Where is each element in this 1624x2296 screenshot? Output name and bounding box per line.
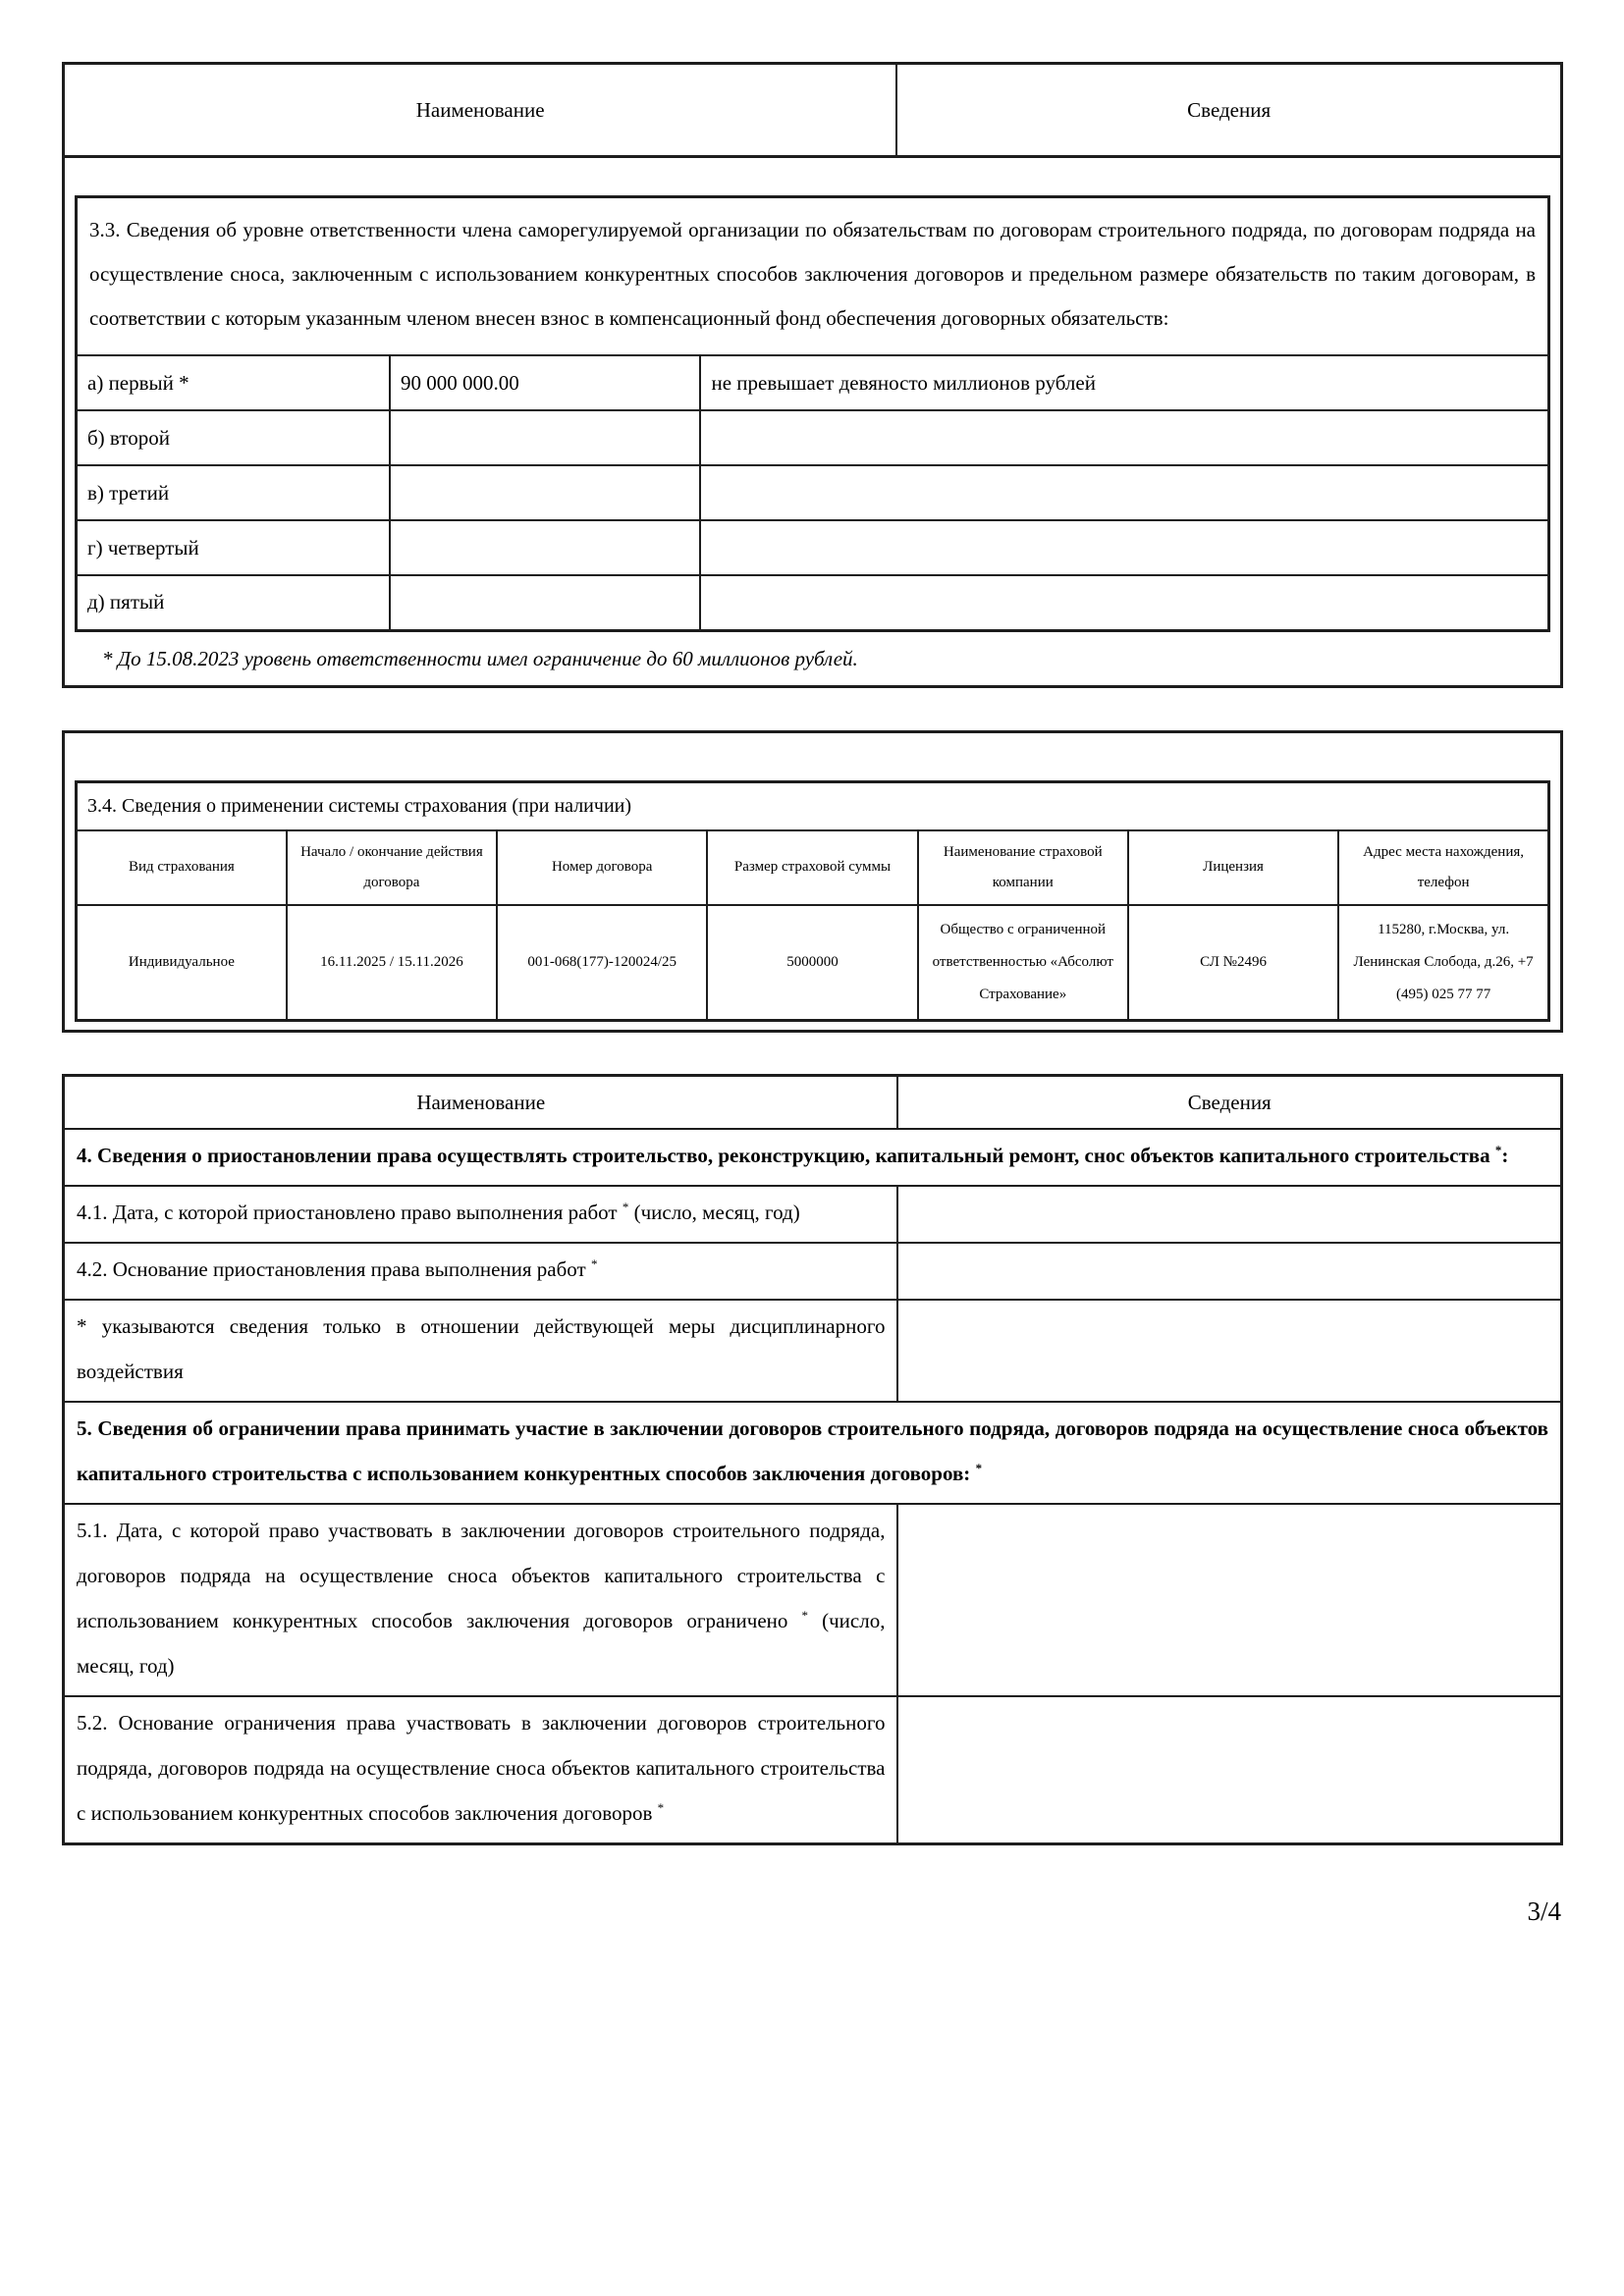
header-info-column: Сведения — [1187, 98, 1272, 122]
header-name-column: Наименование — [64, 1075, 898, 1129]
table-row — [77, 575, 1549, 630]
section-4-colon: : — [1501, 1143, 1509, 1167]
section-4-title — [64, 1129, 1562, 1186]
column-header: Размер страховой суммы — [707, 830, 917, 905]
column-header: Наименование страховой компании — [918, 830, 1128, 905]
row-5-1-text: 5.1. Дата, с которой право участвовать в заключении договоров строительного подряда, договоров подряда на осуществление сноса объектов капитального строительства с использованием конкурентных способов заключения договоров ограничено — [77, 1518, 886, 1632]
row-4-2-label — [64, 1243, 898, 1300]
asterisk-mark: * — [975, 1460, 983, 1475]
section-33-title-row — [77, 197, 1549, 356]
level-note — [700, 575, 1548, 630]
header-info-column: Сведения — [897, 1075, 1561, 1129]
row-5-2-text: 5.2. Основание ограничения права участвовать в заключении договоров строительного подряда, договоров подряда на осуществление сноса объектов капитального строительства с использованием конкурентных способов заключения договоров — [77, 1710, 886, 1825]
contract-number: 001-068(177)-120024/25 — [497, 905, 707, 1021]
row-4-2-text: 4.2. Основание приостановления права выполнения работ — [77, 1256, 586, 1281]
header-name-column: Наименование — [65, 65, 897, 155]
suspension-header-row — [64, 1075, 1562, 1129]
responsibility-footnote: * До 15.08.2023 уровень ответственности имел ограничение до 60 миллионов рублей. — [102, 646, 858, 670]
note-4-row — [64, 1300, 1562, 1402]
insurance-data-row — [77, 905, 1549, 1021]
insurance-table — [75, 780, 1550, 1022]
section-5-title — [64, 1402, 1562, 1504]
asterisk-mark: * — [590, 1255, 598, 1271]
level-label: д) пятый — [77, 575, 390, 630]
asterisk-mark: * — [622, 1199, 629, 1214]
section-5-row — [64, 1402, 1562, 1504]
column-header: Адрес места нахождения, телефон — [1338, 830, 1548, 905]
level-label: б) второй — [77, 410, 390, 465]
level-note — [700, 410, 1548, 465]
section-33-title: 3.3. Сведения об уровне ответственности члена саморегулируемой организации по обязательствам по договорам строительного подряда, по договорам подряда на осуществление сноса, заключенным с использованием конкурентных способов заключения договоров и предельном размере обязательств по таким договорам, в соответствии с которым указанным членом внесен взнос в компенсационный фонд обеспечения договорных обязательств: — [77, 197, 1549, 356]
responsibility-table — [75, 195, 1550, 632]
level-note — [700, 520, 1548, 575]
responsibility-content — [65, 158, 1560, 685]
suspension-table — [62, 1074, 1563, 1845]
level-note: не превышает девяносто миллионов рублей — [700, 355, 1548, 410]
level-amount — [390, 465, 701, 520]
row-5-2 — [64, 1696, 1562, 1844]
row-4-1-label — [64, 1186, 898, 1243]
asterisk-mark: * — [657, 1799, 665, 1815]
column-header: Лицензия — [1128, 830, 1338, 905]
table-row — [77, 520, 1549, 575]
note-4-text: * указываются сведения только в отношении действующей меры дисциплинарного воздействия — [77, 1313, 886, 1383]
page-number: 3/4 — [1527, 1896, 1561, 1926]
table-row — [77, 465, 1549, 520]
level-amount — [390, 410, 701, 465]
asterisk-mark: * — [1494, 1142, 1502, 1157]
row-5-1-label — [64, 1504, 898, 1696]
row-4-2-value — [897, 1243, 1561, 1300]
level-amount — [390, 575, 701, 630]
column-header: Начало / окончание действия договора — [287, 830, 497, 905]
insurance-title-row — [77, 781, 1549, 830]
insurance-title: 3.4. Сведения о применении системы страхования (при наличии) — [77, 781, 1549, 830]
table-row — [77, 355, 1549, 410]
company-address: 115280, г.Москва, ул. Ленинская Слобода, д.26, +7 (495) 025 77 77 — [1338, 905, 1548, 1021]
row-5-2-label — [64, 1696, 898, 1844]
level-label: а) первый * — [77, 355, 390, 410]
section-4-text: 4. Сведения о приостановлении права осуществлять строительство, реконструкцию, капитальный ремонт, снос объектов капитального строительства — [77, 1143, 1490, 1167]
row-5-1 — [64, 1504, 1562, 1696]
row-5-1-value — [897, 1504, 1561, 1696]
note-4-value — [897, 1300, 1561, 1402]
insurance-company: Общество с ограниченной ответственностью «Абсолют Страхование» — [918, 905, 1128, 1021]
asterisk-mark: * — [801, 1607, 809, 1623]
insurance-header-row — [77, 830, 1549, 905]
license-number: СЛ №2496 — [1128, 905, 1338, 1021]
note-4-label — [64, 1300, 898, 1402]
row-4-1-text: 4.1. Дата, с которой приостановлено право выполнения работ — [77, 1200, 618, 1224]
level-amount: 90 000 000.00 — [390, 355, 701, 410]
responsibility-header-row — [65, 65, 1560, 158]
row-4-1-value — [897, 1186, 1561, 1243]
row-4-1 — [64, 1186, 1562, 1243]
row-4-1-suffix: (число, месяц, год) — [633, 1200, 800, 1224]
insurance-section — [62, 730, 1563, 1033]
section-5-text: 5. Сведения об ограничении права принимать участие в заключении договоров строительного подряда, договоров подряда на осуществление сноса объектов капитального строительства с использованием конкурентных способов заключения договоров: — [77, 1415, 1548, 1485]
level-amount — [390, 520, 701, 575]
insurance-sum: 5000000 — [707, 905, 917, 1021]
row-4-2 — [64, 1243, 1562, 1300]
level-note — [700, 465, 1548, 520]
insurance-dates: 16.11.2025 / 15.11.2026 — [287, 905, 497, 1021]
level-label: г) четвертый — [77, 520, 390, 575]
row-5-2-value — [897, 1696, 1561, 1844]
column-header: Вид страхования — [77, 830, 287, 905]
insurance-type: Индивидуальное — [77, 905, 287, 1021]
level-label: в) третий — [77, 465, 390, 520]
responsibility-section — [62, 62, 1563, 688]
table-row — [77, 410, 1549, 465]
column-header: Номер договора — [497, 830, 707, 905]
section-4-row — [64, 1129, 1562, 1186]
row-5-1-suffix: (число, месяц, год) — [77, 1608, 886, 1678]
